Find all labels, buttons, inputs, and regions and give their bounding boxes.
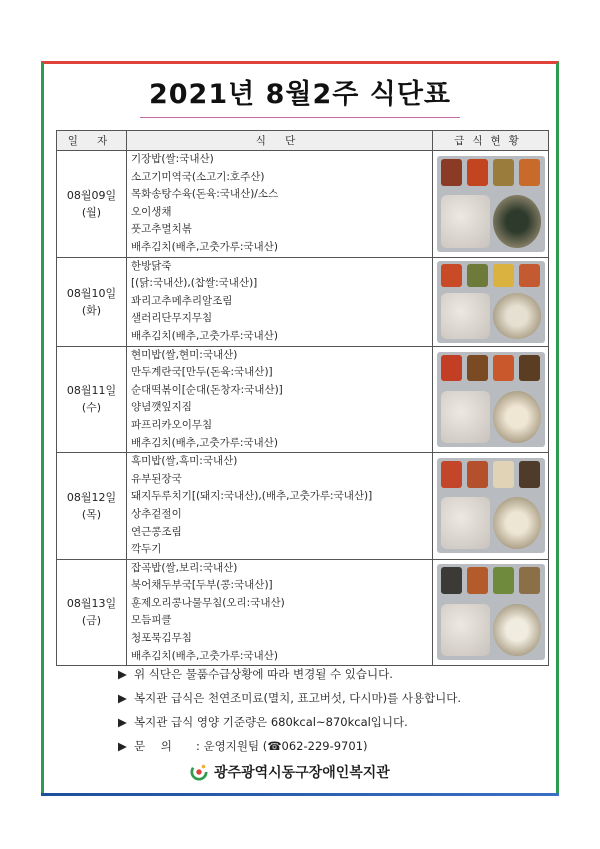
rice-bowl [441,195,491,248]
meal-photo-cell [433,151,549,258]
menu-item: [(닭:국내산),(찹쌀:국내산)] [131,277,258,290]
menu-item: 만두계란국[만두(돈육:국내산)] [131,366,273,379]
org-logo [190,762,390,782]
menu-item: 샐러리단무지무침 [131,312,213,325]
page-title: 2021년 8월2주 식단표 [148,79,451,110]
org-logo-icon [190,763,208,781]
menu-item: 유부된장국 [131,472,182,485]
menu-cell [127,257,433,346]
org-name: 광주광역시동구장애인복지관 [214,765,390,781]
menu-item: 기장밥(쌀:국내산) [131,153,214,165]
menu-item: 파프리카오이무침 [131,418,213,431]
date-label: 08월13일 [66,597,117,611]
header-photo: 급식현황 [433,131,549,151]
menu-item: 훈제오리콩나물무침(오리:국내산) [131,596,285,609]
side-dish [519,567,541,594]
side-dish [519,355,541,382]
rice-bowl [441,497,491,549]
soup-bowl [493,195,541,248]
weekday-label: (금) [81,614,102,628]
side-dish [467,159,489,186]
side-dish [441,355,463,382]
rice-bowl [441,604,491,657]
menu-item: 목화송탕수육(돈육:국내산)/소스 [131,188,279,201]
meal-photo-cell [433,453,549,560]
side-dish [467,264,489,287]
menu-item: 순대떡볶이[순대(돈창자:국내산)] [131,383,283,396]
weekday-label: (목) [81,507,102,521]
notes-block [118,662,461,758]
bullet-icon: ▶ [118,739,127,753]
table-row [57,151,549,258]
table-header-row [57,131,549,151]
menu-item: 배추김치(배추,고춧가루:국내산) [131,649,278,662]
side-dish [493,355,515,382]
rice-bowl [441,391,491,443]
menu-cell [127,453,433,560]
menu-item: 돼지두루치기[(돼지:국내산),(배추,고춧가루:국내산)] [131,490,373,503]
soup-bowl [493,604,541,657]
rice-bowl [441,293,491,338]
menu-item: 청포묵김무침 [131,632,192,645]
date-label: 08월09일 [66,188,117,202]
date-label: 08월10일 [66,286,117,300]
side-dish [519,461,541,488]
date-label: 08월11일 [66,384,117,398]
date-cell [57,559,127,666]
weekday-label: (수) [81,401,102,415]
table-row [57,257,549,346]
meal-photo [437,261,545,343]
note-line [118,686,461,710]
note-text: 위 식단은 물품수급상황에 따라 변경될 수 있습니다. [134,667,393,681]
side-dish [519,264,541,287]
menu-cell [127,346,433,453]
note-line [118,734,461,758]
header-date: 일 자 [57,131,127,151]
note-line [118,710,461,734]
menu-item: 흑미밥(쌀,흑미:국내산) [131,455,238,468]
menu-item: 모듬피클 [131,614,172,627]
weekday-label: (화) [81,303,102,317]
meal-photo-cell [433,346,549,453]
frame-bottom-stripe [41,793,559,796]
side-dish [467,567,489,594]
bullet-icon: ▶ [118,715,127,729]
menu-item: 잡곡밥(쌀,보리:국내산) [131,561,238,574]
date-cell [57,346,127,453]
meal-photo [437,156,545,252]
menu-item: 꽈리고추메추리알조림 [131,294,233,307]
side-dish [467,355,489,382]
soup-bowl [493,293,541,338]
table-row [57,559,549,666]
note-line [118,662,461,686]
meal-photo-cell [433,257,549,346]
menu-item: 오이생채 [131,205,172,218]
side-dish [441,461,463,488]
date-cell [57,257,127,346]
title-underline [140,117,460,118]
menu-item: 상추겉절이 [131,507,182,520]
header-menu: 식 단 [127,131,433,151]
side-dish [493,461,515,488]
table-row [57,346,549,453]
menu-table [56,130,549,666]
meal-photo [437,564,545,660]
menu-item: 북어채두부국[두부(콩:국내산)] [131,579,273,592]
contact-value: : 운영지원팀 (☎062-229-9701) [196,739,368,753]
menu-item: 배추김치(배추,고춧가루:국내산) [131,436,278,449]
date-cell [57,151,127,258]
side-dish [493,159,515,186]
menu-item: 배추김치(배추,고춧가루:국내산) [131,240,278,253]
menu-item: 현미밥(쌀,현미:국내산) [131,348,238,361]
meal-photo [437,458,545,553]
side-dish [441,159,463,186]
note-text: 복지관 급식 영양 기준량은 680kcal~870kcal입니다. [134,715,408,729]
side-dish [493,264,515,287]
menu-cell [127,559,433,666]
weekday-label: (월) [81,205,102,219]
bullet-icon: ▶ [118,691,127,705]
menu-cell [127,151,433,258]
meal-photo-cell [433,559,549,666]
menu-item: 양념깻잎지짐 [131,401,192,414]
table-row [57,453,549,560]
soup-bowl [493,391,541,443]
date-label: 08월12일 [66,490,117,504]
menu-item: 소고기미역국(소고기:호주산) [131,170,265,183]
note-text: 복지관 급식은 천연조미료(멸치, 표고버섯, 다시마)를 사용합니다. [134,691,462,705]
menu-item: 풋고추멸치볶 [131,223,192,236]
meal-photo [437,352,545,447]
side-dish [441,567,463,594]
side-dish [467,461,489,488]
side-dish [493,567,515,594]
soup-bowl [493,497,541,549]
menu-item: 배추김치(배추,고춧가루:국내산) [131,329,278,342]
side-dish [441,264,463,287]
contact-label: 문 의 [134,739,178,753]
menu-item: 한방닭죽 [131,259,172,272]
side-dish [519,159,541,186]
bullet-icon: ▶ [118,667,127,681]
menu-item: 연근콩조림 [131,525,182,538]
date-cell [57,453,127,560]
menu-item: 깍두기 [131,543,162,556]
